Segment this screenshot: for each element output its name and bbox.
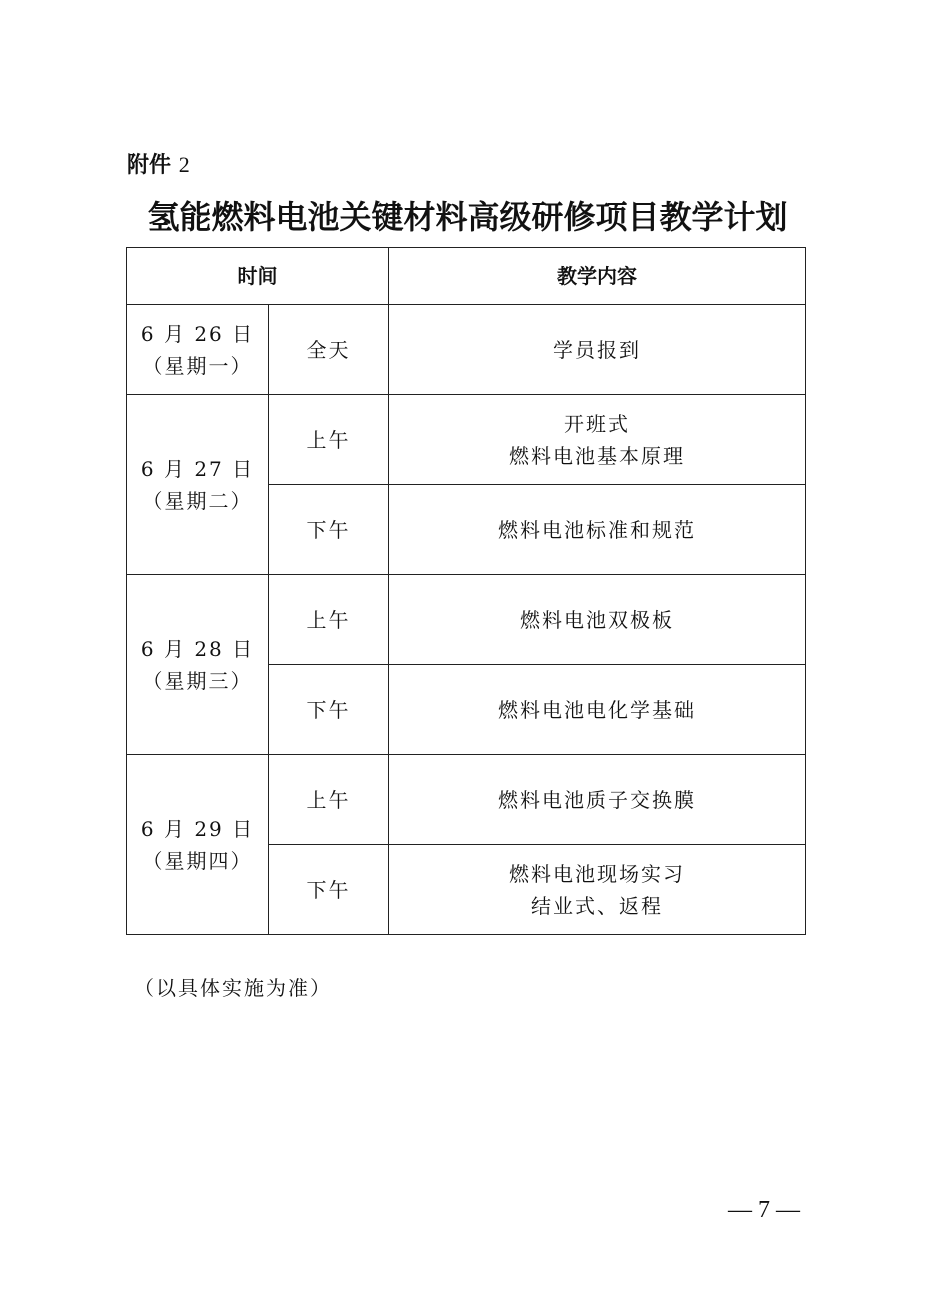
content-line: 结业式、返程	[531, 893, 663, 918]
schedule-table	[126, 247, 806, 935]
content-cell	[389, 845, 806, 935]
period-cell: 下午	[269, 485, 389, 575]
period-cell: 下午	[269, 665, 389, 755]
content-line: 燃料电池质子交换膜	[498, 787, 696, 812]
weekday-text: （星期三）	[142, 668, 253, 693]
date-text: 6 月 29 日	[140, 816, 255, 841]
content-cell	[389, 485, 806, 575]
period-cell: 上午	[269, 755, 389, 845]
period-cell: 上午	[269, 575, 389, 665]
date-cell	[127, 575, 269, 755]
period-cell: 下午	[269, 845, 389, 935]
date-text: 6 月 27 日	[140, 456, 255, 481]
date-text: 6 月 28 日	[140, 636, 255, 661]
attachment-number: 2	[178, 152, 190, 177]
period-cell: 上午	[269, 395, 389, 485]
content-line: 燃料电池双极板	[520, 607, 674, 632]
content-line: 燃料电池标准和规范	[498, 517, 696, 542]
date-cell	[127, 305, 269, 395]
document-title: 氢能燃料电池关键材料高级研修项目教学计划	[147, 198, 788, 236]
table-row	[127, 305, 806, 395]
weekday-text: （星期一）	[142, 353, 253, 378]
table-header-row	[127, 248, 806, 305]
content-cell	[389, 305, 806, 395]
attachment-label	[127, 150, 190, 181]
weekday-text: （星期二）	[142, 488, 253, 513]
content-cell	[389, 395, 806, 485]
date-cell	[127, 395, 269, 575]
weekday-text: （星期四）	[142, 848, 253, 873]
content-cell	[389, 575, 806, 665]
period-cell: 全天	[269, 305, 389, 395]
content-line: 学员报到	[553, 337, 641, 362]
header-time: 时间	[127, 248, 389, 305]
page-number: — 7 —	[728, 1197, 800, 1223]
table-row	[127, 755, 806, 845]
content-cell	[389, 665, 806, 755]
date-text: 6 月 26 日	[140, 321, 255, 346]
table-row	[127, 575, 806, 665]
content-line: 燃料电池基本原理	[509, 443, 685, 468]
content-line: 开班式	[564, 411, 630, 436]
content-cell	[389, 755, 806, 845]
header-content: 教学内容	[389, 248, 806, 305]
date-cell	[127, 755, 269, 935]
content-line: 燃料电池电化学基础	[498, 697, 696, 722]
footnote: （以具体实施为准）	[134, 976, 332, 1000]
attachment-text: 附件	[127, 153, 172, 178]
content-line: 燃料电池现场实习	[509, 861, 685, 886]
table-row	[127, 395, 806, 485]
